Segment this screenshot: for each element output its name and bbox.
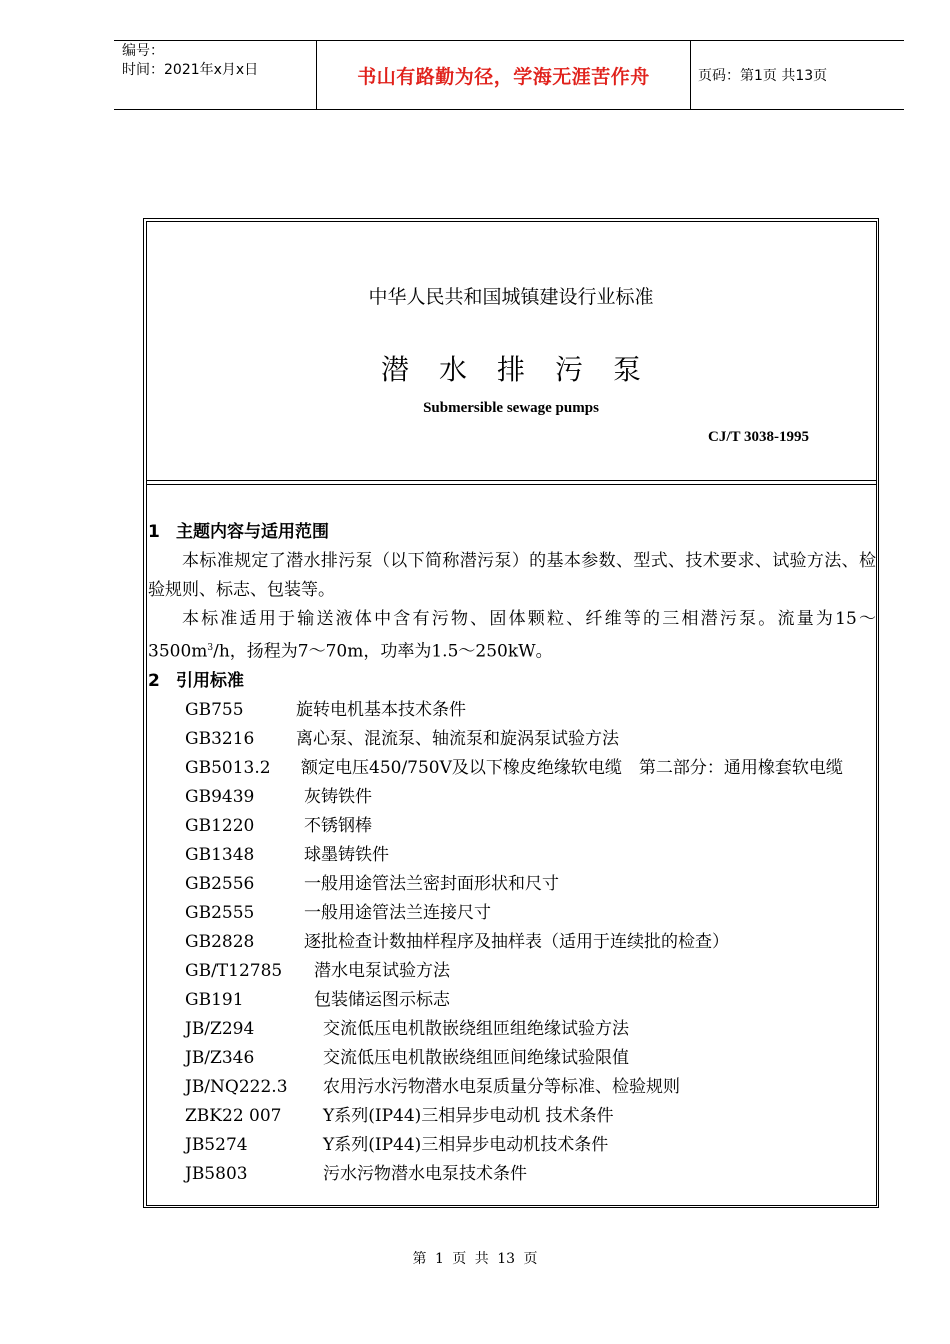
reference-title: 污水污物潜水电泵技术条件 bbox=[323, 1163, 527, 1184]
reference-title: 交流低压电机散嵌绕组匝间绝缘试验限值 bbox=[323, 1047, 629, 1068]
reference-title: 灰铸铁件 bbox=[304, 786, 372, 807]
header-motto-cell bbox=[316, 41, 691, 109]
reference-code: JB5274 bbox=[185, 1134, 248, 1155]
standard-code: CJ/T 3038-1995 bbox=[708, 429, 809, 445]
reference-row bbox=[148, 812, 876, 841]
header-page-info: 页码：第1页 共13页 bbox=[698, 68, 828, 84]
reference-title: 一般用途管法兰密封面形状和尺寸 bbox=[304, 873, 559, 894]
reference-title: 农用污水污物潜水电泵质量分等标准、检验规则 bbox=[323, 1076, 680, 1097]
scope-text-a: 本标准适用于输送液体中含有污物、固体颗粒、纤维等的三相潜污泵。流量为15～3500m bbox=[148, 609, 876, 662]
reference-code: JB/Z346 bbox=[185, 1047, 255, 1068]
standard-english-title: Submersible sewage pumps bbox=[423, 400, 599, 416]
reference-title: Y系列(IP44)三相异步电动机 技术条件 bbox=[323, 1105, 614, 1126]
reference-code: GB191 bbox=[185, 989, 244, 1010]
reference-title: 旋转电机基本技术条件 bbox=[296, 699, 466, 720]
reference-code: GB2555 bbox=[185, 902, 255, 923]
reference-title: Y系列(IP44)三相异步电动机技术条件 bbox=[323, 1134, 609, 1155]
reference-code: JB5803 bbox=[185, 1163, 248, 1184]
header-page-cell bbox=[690, 41, 904, 109]
section-heading bbox=[148, 518, 876, 547]
reference-row bbox=[148, 1015, 876, 1044]
reference-row bbox=[148, 754, 876, 783]
reference-title: 交流低压电机散嵌绕组匝组绝缘试验方法 bbox=[323, 1018, 629, 1039]
reference-title: 不锈钢棒 bbox=[304, 815, 372, 836]
reference-row bbox=[148, 1044, 876, 1073]
reference-code: GB9439 bbox=[185, 786, 255, 807]
reference-title: 潜水电泵试验方法 bbox=[314, 960, 450, 981]
standard-title: 潜水排污泵 bbox=[380, 353, 671, 386]
document-time-label: 时间：2021年x月x日 bbox=[122, 62, 259, 78]
reference-row bbox=[148, 783, 876, 812]
page-footer: 第 1 页 共 13 页 bbox=[412, 1251, 538, 1267]
reference-title: 一般用途管法兰连接尺寸 bbox=[304, 902, 491, 923]
reference-row bbox=[148, 696, 876, 725]
reference-row bbox=[148, 957, 876, 986]
reference-row bbox=[148, 899, 876, 928]
section-number: 1 bbox=[148, 522, 160, 542]
section-title: 主题内容与适用范围 bbox=[176, 522, 329, 542]
standard-issuer: 中华人民共和国城镇建设行业标准 bbox=[368, 286, 654, 308]
reference-row bbox=[148, 1102, 876, 1131]
reference-code: GB1220 bbox=[185, 815, 255, 836]
reference-code: JB/Z294 bbox=[185, 1018, 255, 1039]
reference-row bbox=[148, 928, 876, 957]
reference-title: 逐批检查计数抽样程序及抽样表（适用于连续批的检查） bbox=[304, 931, 729, 952]
reference-row bbox=[148, 1073, 876, 1102]
reference-code: GB/T12785 bbox=[185, 960, 283, 981]
reference-code: ZBK22 007 bbox=[185, 1105, 282, 1126]
reference-row bbox=[148, 1131, 876, 1160]
reference-code: GB2828 bbox=[185, 931, 255, 952]
reference-row bbox=[148, 725, 876, 754]
reference-row bbox=[148, 1160, 876, 1189]
reference-title: 包装储运图示标志 bbox=[314, 989, 450, 1010]
cover-divider bbox=[146, 480, 877, 481]
standard-body bbox=[148, 518, 876, 1189]
reference-title: 离心泵、混流泵、轴流泵和旋涡泵试验方法 bbox=[296, 728, 619, 749]
scope-superscript: 3 bbox=[207, 643, 214, 653]
scope-text-b: /h，扬程为7～70m，功率为1.5～250kW。 bbox=[213, 641, 553, 662]
section-heading bbox=[148, 667, 876, 696]
reference-code: GB2556 bbox=[185, 873, 255, 894]
reference-code: GB1348 bbox=[185, 844, 255, 865]
reference-code: JB/NQ222.3 bbox=[185, 1076, 288, 1097]
reference-title: 额定电压450/750V及以下橡皮绝缘软电缆 第二部分：通用橡套软电缆 bbox=[301, 757, 843, 778]
paragraph: 本标准规定了潜水排污泵（以下简称潜污泵）的基本参数、型式、技术要求、试验方法、检验规则、标志、包装等。 bbox=[148, 551, 876, 600]
cover-divider-double bbox=[146, 484, 877, 485]
header-meta-cell bbox=[114, 41, 316, 109]
reference-code: GB3216 bbox=[185, 728, 255, 749]
page-header bbox=[114, 40, 904, 110]
document-number-label: 编号： bbox=[122, 43, 164, 59]
reference-code: GB5013.2 bbox=[185, 757, 271, 778]
reference-row bbox=[148, 986, 876, 1015]
header-motto: 书山有路勤为径，学海无涯苦作舟 bbox=[357, 65, 650, 88]
reference-row bbox=[148, 870, 876, 899]
reference-code: GB755 bbox=[185, 699, 244, 720]
reference-title: 球墨铸铁件 bbox=[304, 844, 389, 865]
section-title: 引用标准 bbox=[176, 670, 244, 691]
reference-row bbox=[148, 841, 876, 870]
standard-frame bbox=[143, 218, 879, 1208]
section-number: 2 bbox=[148, 670, 160, 691]
paragraph-scope bbox=[148, 605, 876, 667]
